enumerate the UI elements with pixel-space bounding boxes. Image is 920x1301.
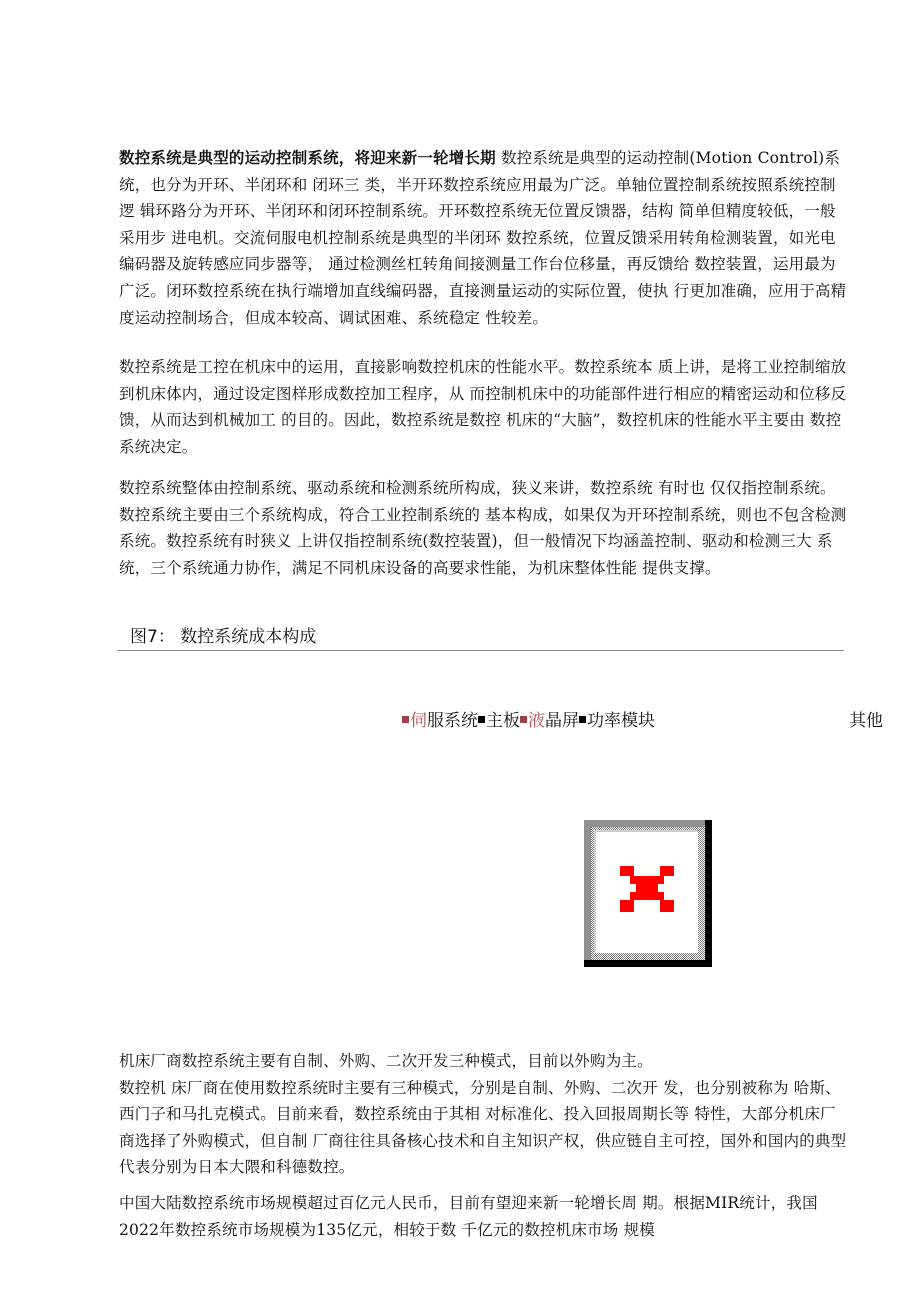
legend-swatch [478, 716, 485, 723]
legend-item-mainboard: 主板 [478, 711, 520, 731]
legend-item-servo: 伺服系统 [402, 711, 478, 731]
paragraph-body: 数控系统是典型的运动控制(Motion Control)系统，也分为开环、半闭环和 闭环三 类，半开环数控系统应用最为广泛。单轴位置控制系统按照系统控制逻 辑环路分为开环、半闭环和闭环控制系统。开环数控系统无位置反馈器，结构 简单但精度较低，一般采用步 进电机。交流伺服电机控制系统是典型的半闭环 数控系统，位置反馈采用转角检测装置，如光电编码器及旋转感应同步器等， 通过检测丝杠转角间接测量工作台位移量，再反馈给 数控装置，运用最为广泛。闭环数控系统在执行端增加直线编码器，直接测量运动的实际位置，使执 行更加准确，应用于高精度运动控制场合，但成本较高、调试困难、系统稳定 性较差。 [119, 149, 847, 327]
paragraph-sourcing-modes [119, 1048, 847, 1181]
legend-item-power-module: 功率模块 [579, 711, 655, 731]
paragraph-body: 数控机 床厂商在使用数控系统时主要有三种模式，分别是自制、外购、二次开 发，也分别被称为 哈斯、西门子和马扎克模式。目前来看，数控系统由于其相 对标准化、投入回报周期长等 特性，大部分机床厂商选择了外购模式，但自制 厂商往往具备核心技术和自主知识产权，供应链自主可控，国外和国内的典型 代表分别为日本大隈和科德数控。 [119, 1078, 847, 1177]
figure-title: 图7： 数控系统成本构成 [130, 627, 317, 647]
paragraph-line: 机床厂商数控系统主要有自制、外购、二次开发三种模式，目前以外购为主。 [119, 1052, 653, 1070]
broken-image-icon [584, 820, 712, 967]
legend-item-other: 其他 [849, 711, 883, 731]
paragraph-lead: 数控系统是典型的运动控制系统，将迎来新一轮增长期 [119, 149, 496, 167]
chart-legend [402, 706, 655, 731]
paragraph-system-structure: 数控系统整体由控制系统、驱动系统和检测系统所构成，狭义来讲，数控系统 有时也 仅仅指控制系统。数控系统主要由三个系统构成，符合工业控制系统的 基本构成，如果仅为开环控制系统，则也不包含检测系统。数控系统有时狭义 上讲仅指控制系统(数控装置)，但一般情况下均涵盖控制、驱动和检测三大 系统，三个系统通力协作，满足不同机床设备的高要求性能，为机床整体性能 提供支撑。 [119, 479, 847, 577]
legend-item-lcd: 液晶屏 [520, 711, 579, 731]
paragraph-market-size: 中国大陆数控系统市场规模超过百亿元人民币，目前有望迎来新一轮增长周 期。根据MIR统计，我国2022年数控系统市场规模为135亿元，相较于数 千亿元的数控机床市场 规模 [119, 1194, 818, 1239]
legend-swatch [402, 716, 409, 723]
figure-divider [117, 650, 844, 651]
paragraph-motion-control [119, 145, 847, 331]
legend-swatch [520, 716, 527, 723]
legend-swatch [579, 716, 586, 723]
paragraph-industrial-control: 数控系统是工控在机床中的运用，直接影响数控机床的性能水平。数控系统本 质上讲，是将工业控制缩放到机床体内，通过设定图样形成数控加工程序，从 而控制机床中的功能部件进行相应的精密运动和位移反馈，从而达到机械加工 的目的。因此，数控系统是数控 机床的“大脑”，数控机床的性能水平主要由 数控系统决定。 [119, 358, 847, 456]
